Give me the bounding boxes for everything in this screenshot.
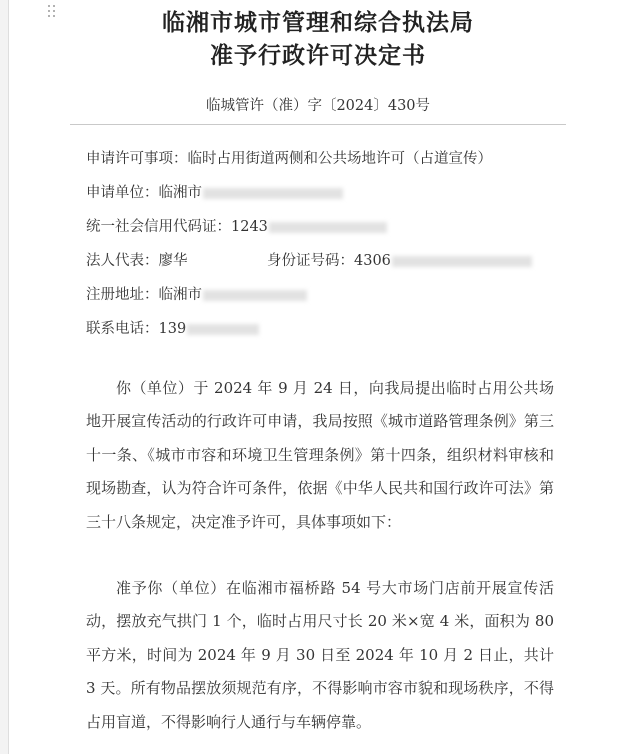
redacted-block — [187, 324, 259, 335]
address-text: 注册地址：临湘市 — [86, 287, 202, 303]
body-paragraph-1 — [86, 372, 554, 539]
redacted-block — [269, 222, 387, 233]
id-number-text: 身份证号码：4306 — [267, 253, 391, 269]
field-legal-rep — [86, 249, 188, 270]
redacted-block — [203, 290, 307, 301]
body-paragraph-2 — [86, 572, 554, 739]
divider — [70, 124, 566, 125]
field-address — [86, 283, 307, 304]
applicant-text: 申请单位：临湘市 — [86, 185, 202, 201]
field-application-item — [86, 147, 492, 168]
legal-rep-text: 法人代表：廖华 — [86, 253, 188, 269]
document-title: 临湘市城市管理和综合执法局 — [162, 9, 474, 36]
field-applicant — [86, 181, 343, 202]
paragraph-1-text: 你（单位）于 2024 年 9 月 24 日，向我局提出临时占用公共场地开展宣传活动的行政许可申请，我局按照《城市道路管理条例》第三十一条、《城市市容和环境卫生管理条例》第十四条，组织材料审核和现场勘查，认为符合许可条件，依据《中华人民共和国行政许可法》第三十八条规定，决定准予许可，具体事项如下： — [86, 379, 554, 531]
redacted-block — [203, 188, 343, 199]
document-subtitle: 准予行政许可决定书 — [210, 42, 426, 69]
phone-text: 联系电话：139 — [86, 321, 187, 337]
credit-code-text: 统一社会信用代码证：1243 — [86, 219, 268, 235]
redacted-block — [392, 256, 532, 267]
field-credit-code — [86, 215, 387, 236]
field-phone — [86, 317, 259, 338]
application-item-text: 申请许可事项：临时占用街道两侧和公共场地许可（占道宣传） — [86, 151, 492, 167]
document-number: 临城管许（准）字〔2024〕430号 — [205, 98, 431, 114]
field-id-number — [267, 249, 532, 270]
paragraph-2-text: 准予你（单位）在临湘市福桥路 54 号大市场门店前开展宣传活动，摆放充气拱门 1 个，临时占用尺寸长 20 米×宽 4 米，面积为 80 平方米，时间为 2024 年 9 月 30 日至 2024 年 10 月 2 日止，共计 3 天。所有物品摆放须规范有序，不得影响市容市貌和现场秩序，不得占用盲道，不得影响行人通行与车辆停靠。 — [86, 579, 554, 731]
